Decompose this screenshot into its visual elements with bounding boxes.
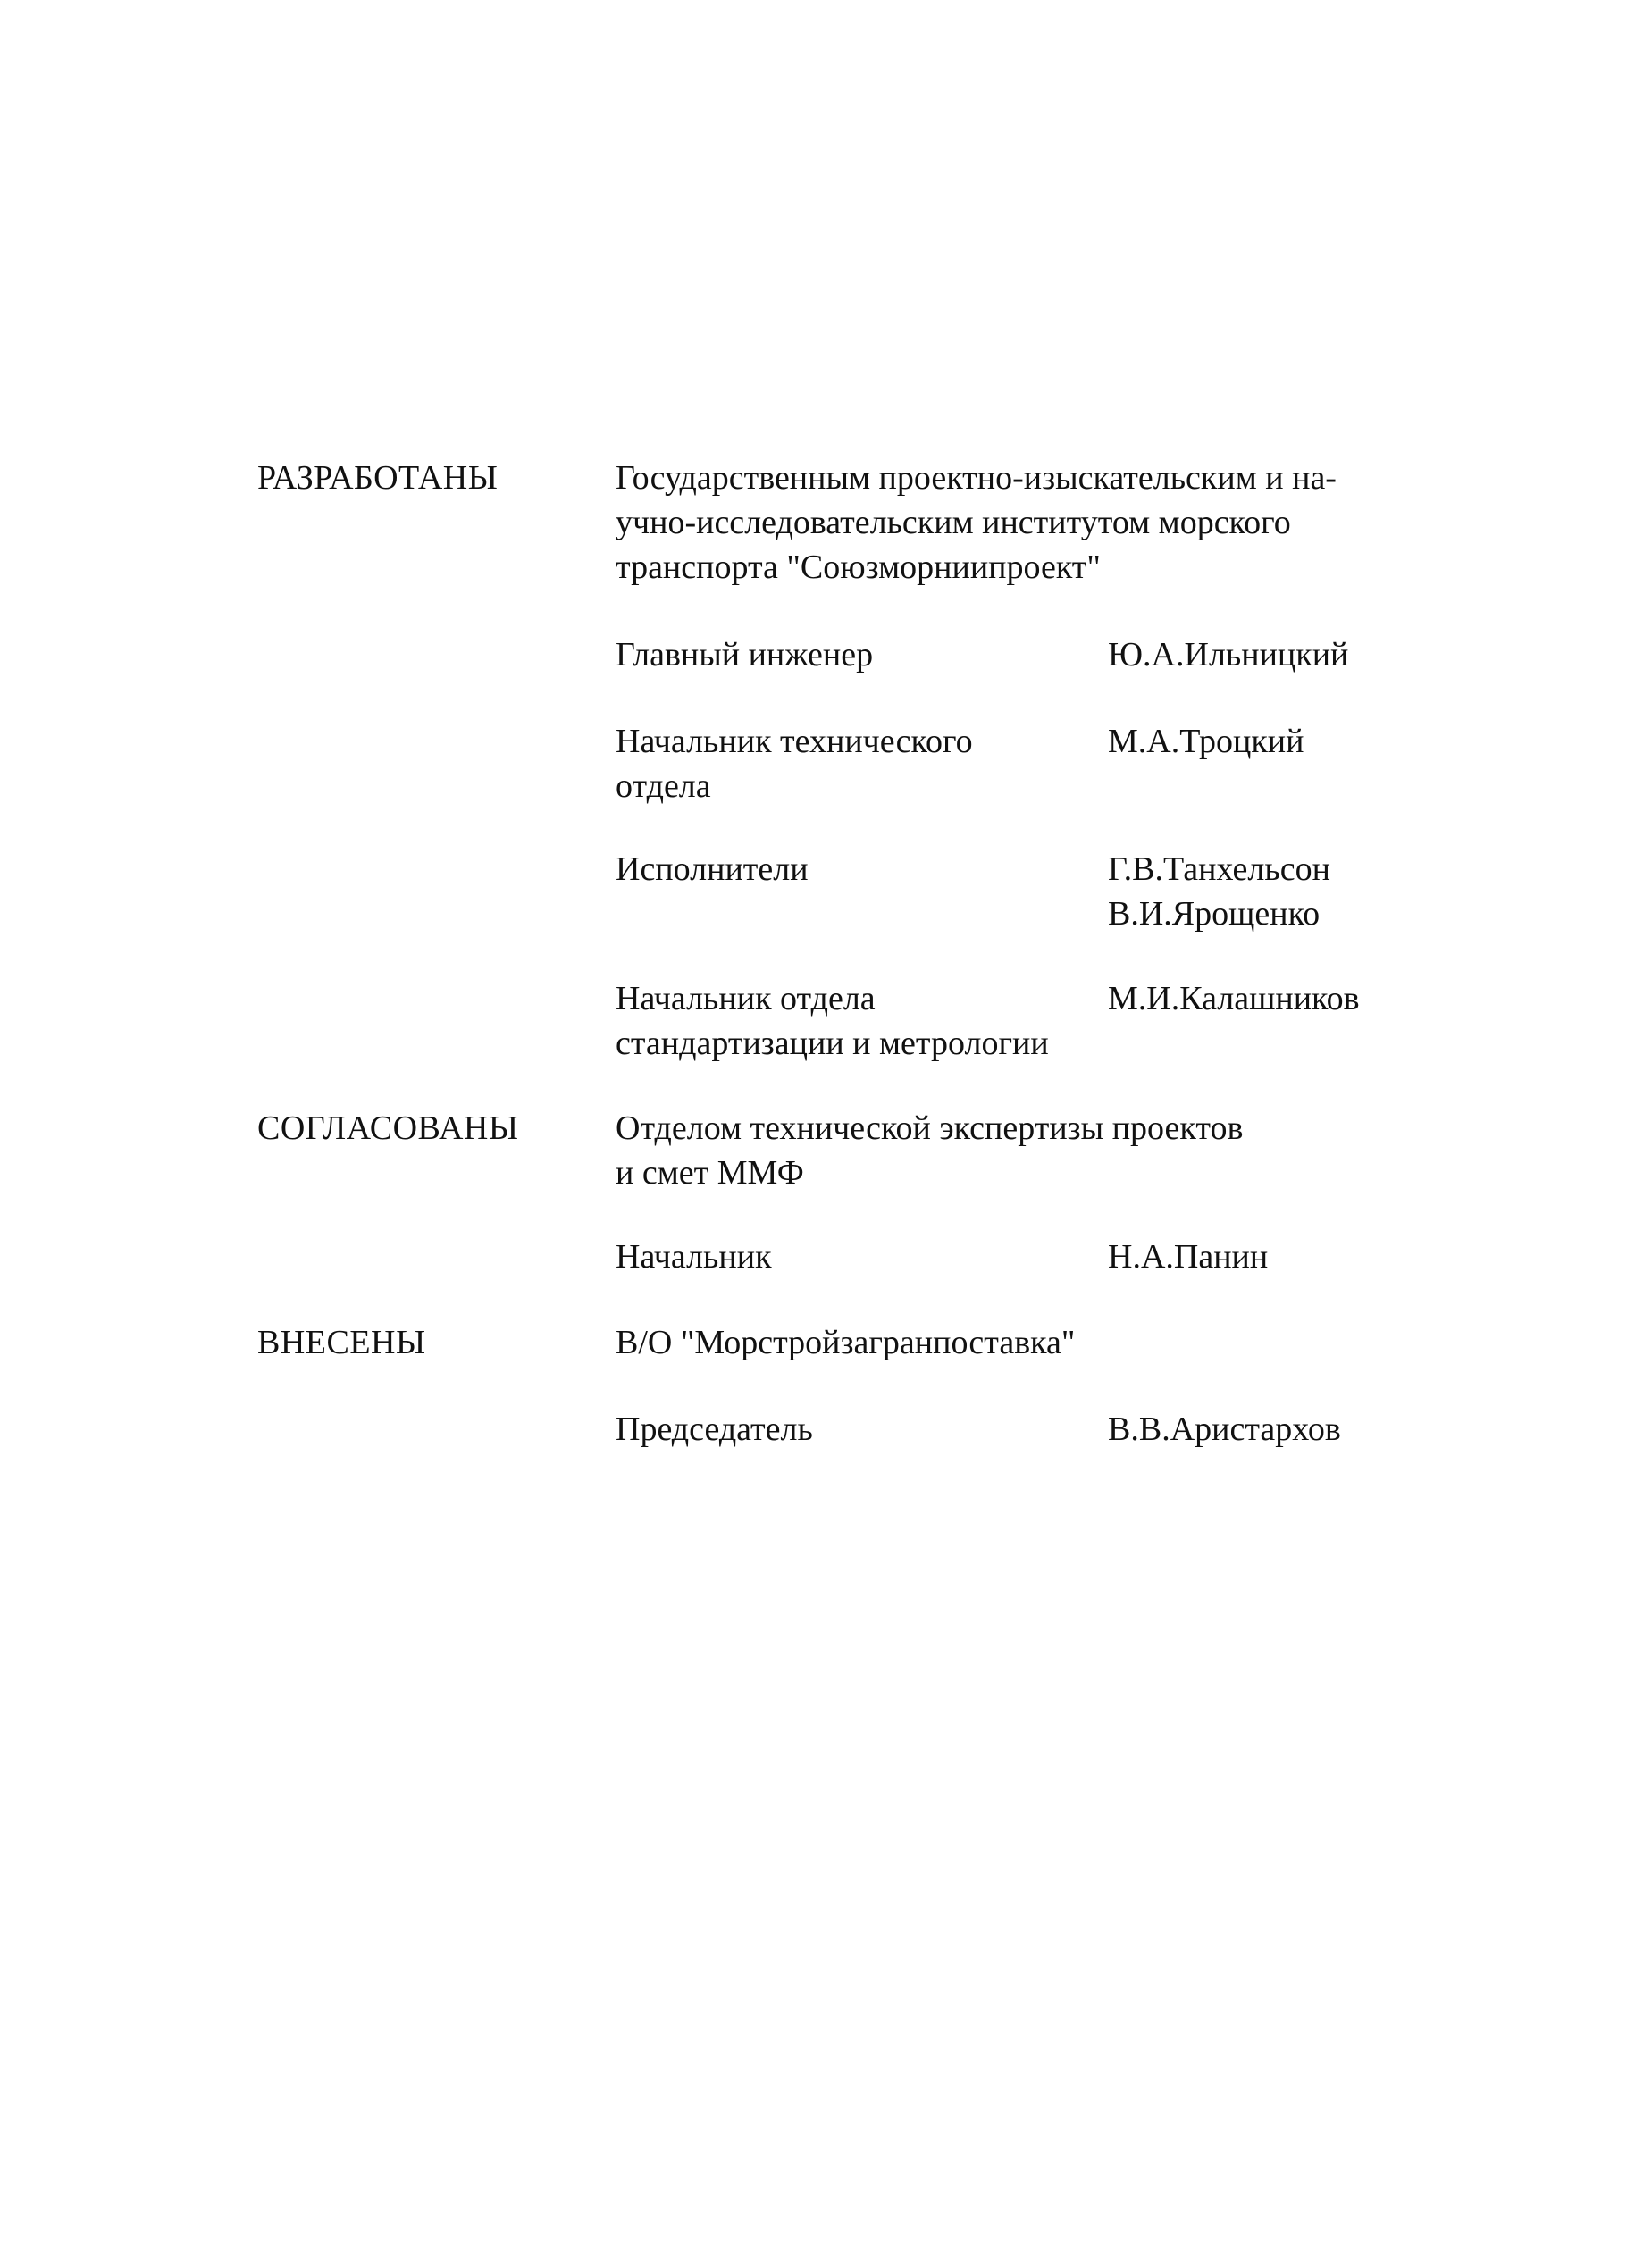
role-standards-dept-head: Начальник отдела [616, 980, 876, 1017]
role-chief-engineer: Главный инженер [616, 636, 874, 674]
name-tech-dept-head: М.А.Троцкий [1108, 723, 1304, 760]
developer-org-line-2: учно-исследовательским институтом морского [616, 504, 1291, 541]
submitted-org: В/О "Морстройзагранпоставка" [616, 1324, 1076, 1361]
role-standards-dept-head-line-2: стандартизации и метрологии [616, 1025, 1049, 1062]
name-executor-2: В.И.Ярощенко [1108, 895, 1321, 933]
agreed-org-line-1: Отделом технической экспертизы проектов [616, 1109, 1244, 1147]
section-heading-agreed: СОГЛАСОВАНЫ [257, 1109, 519, 1147]
section-heading-developed: РАЗРАБОТАНЫ [257, 459, 499, 497]
name-executor-1: Г.В.Танхельсон [1108, 850, 1330, 888]
name-chief-engineer: Ю.А.Ильницкий [1108, 636, 1349, 674]
developer-org-line-1: Государственным проектно-изыскательским и на- [616, 459, 1337, 497]
developer-org-line-3: транспорта "Союзморниипроект" [616, 548, 1101, 586]
role-agreed-head: Начальник [616, 1238, 772, 1276]
role-executors: Исполнители [616, 850, 809, 888]
agreed-org-line-2: и смет ММФ [616, 1154, 804, 1192]
name-standards-dept-head: М.И.Калашников [1108, 980, 1360, 1017]
section-heading-submitted: ВНЕСЕНЫ [257, 1324, 426, 1361]
role-tech-dept-head: Начальник технического [616, 723, 973, 760]
role-chairman: Председатель [616, 1410, 813, 1448]
name-agreed-head: Н.А.Панин [1108, 1238, 1269, 1276]
name-chairman: В.В.Аристархов [1108, 1410, 1341, 1448]
role-tech-dept-head-line-2: отдела [616, 767, 711, 805]
developer-organization [616, 456, 1423, 590]
